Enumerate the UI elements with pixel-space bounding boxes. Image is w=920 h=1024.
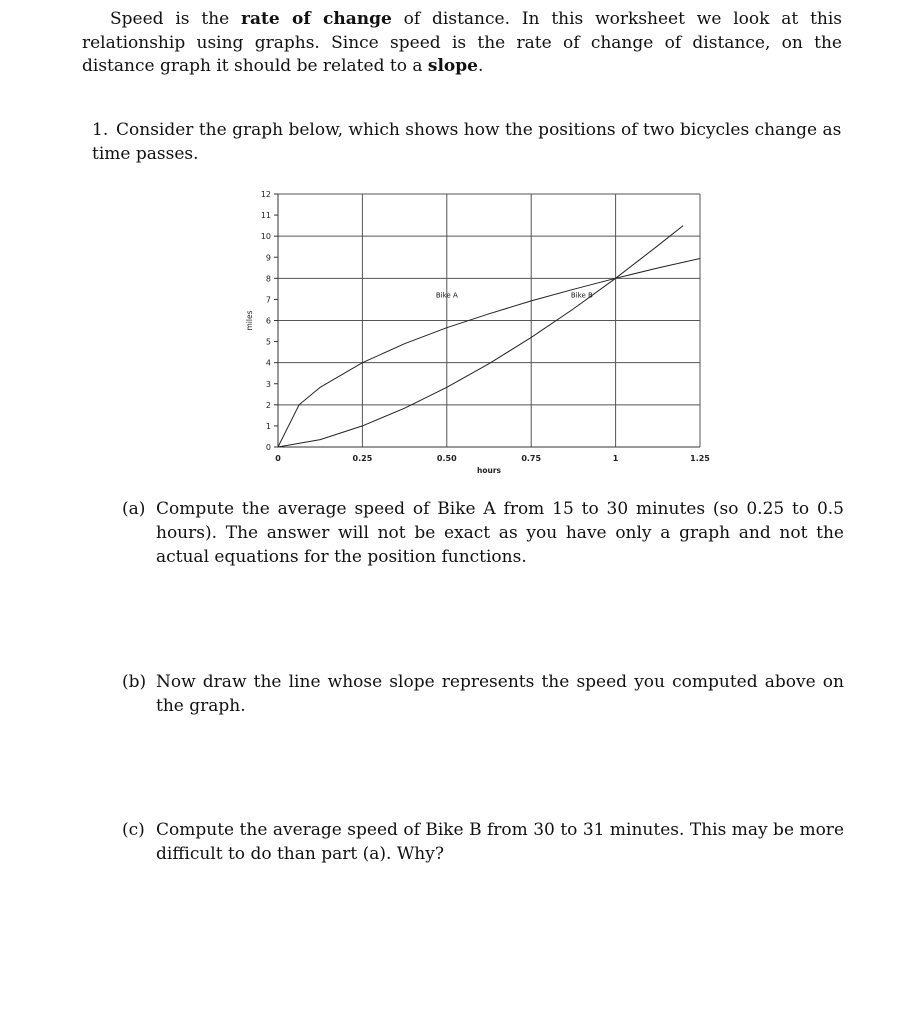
y-tick-label: 8: [265, 274, 271, 284]
intro-text-3: .: [477, 56, 484, 76]
y-axis-label: miles: [245, 310, 254, 331]
y-tick-label: 9: [265, 253, 271, 263]
position-graph: [240, 182, 720, 482]
question-text: Consider the graph below, which shows how the positions of two bicycles change as time passes.: [92, 120, 842, 164]
question-1: [92, 118, 842, 166]
y-tick-label: 5: [265, 337, 271, 347]
part-a-text: Compute the average speed of Bike A from 15 to 30 minutes (so 0.25 to 0.5 hours). The answer will not be exact as you have only a graph and not the actual equations for the position functions.: [156, 499, 844, 567]
part-a-label: (a): [122, 499, 146, 519]
x-tick-label: 0.50: [436, 454, 457, 463]
y-tick-label: 1: [265, 421, 271, 431]
part-c-text: Compute the average speed of Bike B from 30 to 31 minutes. This may be more difficult to do than part (a). Why?: [156, 820, 844, 864]
x-tick-label: 0.75: [521, 454, 542, 463]
intro-text-1: Speed is the: [110, 9, 242, 29]
intro-text-2: of distance. In this worksheet we look at this relationship using graphs. Since speed is the rate of change of distance, on the distance graph it should be related to a: [82, 9, 843, 76]
part-b-label: (b): [122, 672, 147, 692]
intro-bold-rate-of-change: rate of change: [241, 9, 392, 29]
intro-paragraph: [82, 8, 842, 79]
y-tick-label: 4: [265, 358, 271, 368]
part-c-label: (c): [122, 820, 145, 840]
part-a: [122, 497, 844, 569]
part-c: [122, 818, 844, 866]
y-tick-label: 2: [265, 400, 271, 410]
y-tick-label: 12: [260, 190, 271, 199]
x-axis-label: hours: [477, 466, 501, 475]
part-b: [122, 670, 844, 718]
y-tick-label: 3: [265, 379, 271, 389]
y-tick-label: 7: [265, 295, 271, 305]
series-line-bike-a: [278, 259, 700, 448]
y-tick-label: 10: [260, 232, 271, 242]
annotation-bike-a: Bike A: [435, 291, 458, 300]
x-tick-label: 1.25: [690, 454, 710, 463]
y-tick-label: 11: [260, 211, 271, 221]
x-tick-label: 1: [612, 454, 619, 463]
question-number: 1.: [92, 120, 109, 140]
y-tick-label: 0: [265, 443, 271, 452]
annotation-bike-b: Bike B: [570, 291, 593, 300]
y-tick-label: 6: [265, 316, 271, 326]
position-chart-svg: [240, 182, 720, 482]
x-tick-label: 0.25: [352, 454, 373, 463]
intro-bold-slope: slope: [427, 56, 478, 76]
part-b-text: Now draw the line whose slope represents the speed you computed above on the graph.: [156, 672, 844, 716]
x-tick-label: 0: [275, 454, 281, 463]
series-line-bike-b: [278, 226, 683, 447]
